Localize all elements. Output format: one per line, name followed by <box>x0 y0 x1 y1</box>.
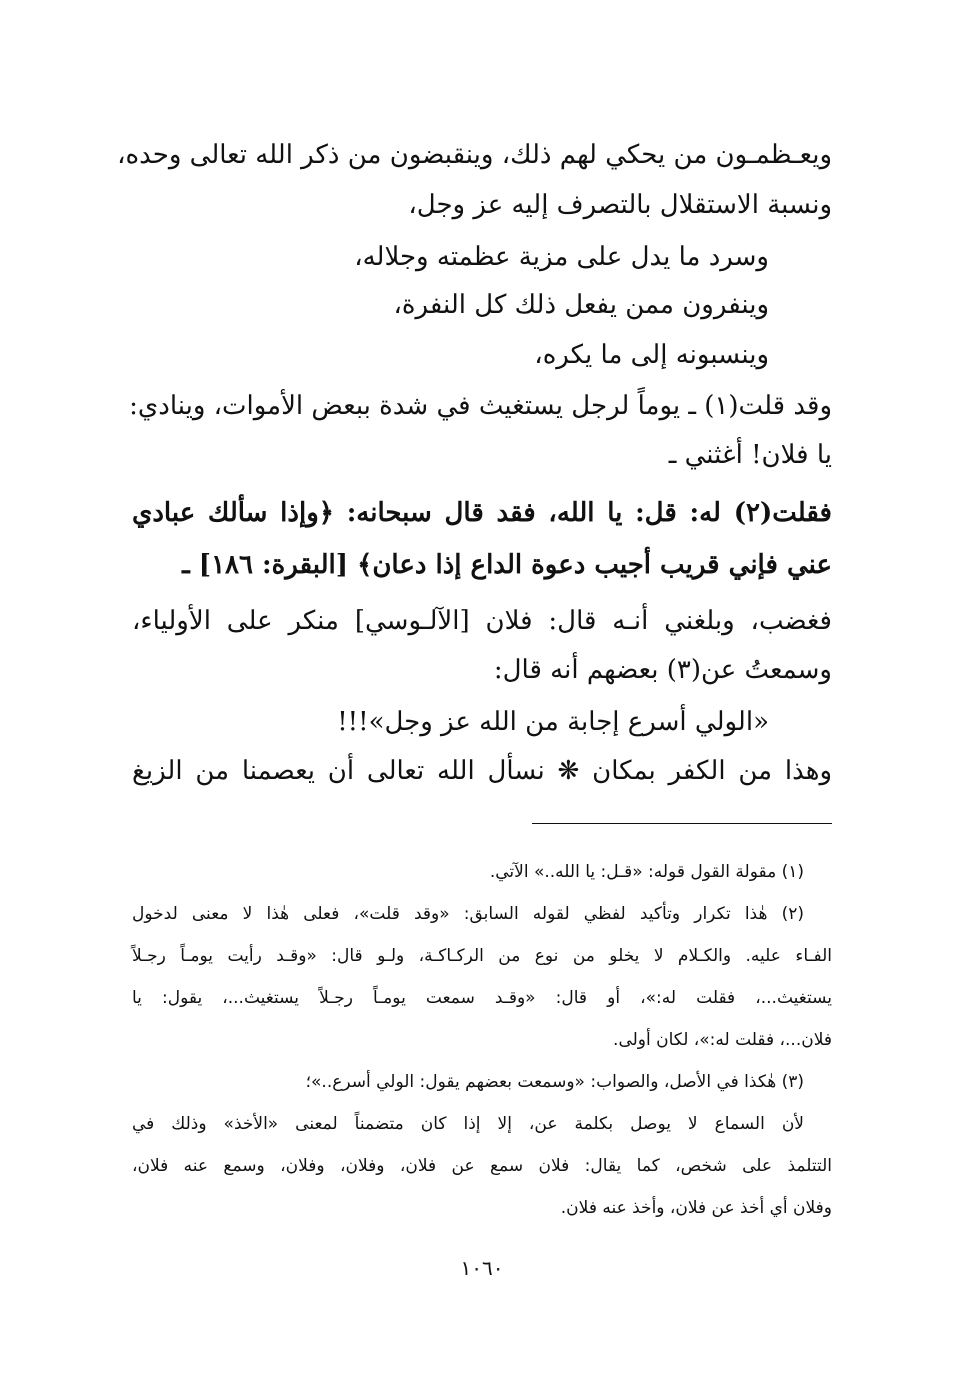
body-line-4: وينفرون ممن يفعل ذلك كل النفرة، <box>393 290 769 320</box>
footnote-2-line-4: فلان...، فقلت له:»، لكان أولى. <box>613 1030 832 1050</box>
body-line-13: وهذا من الكفر بمكان ❋ نسأل الله تعالى أن يعصمنا من الزيغ <box>132 756 832 786</box>
body-line-6: وقد قلت(١) ـ يوماً لرجل يستغيث في شدة ببعض الأموات، وينادي: <box>129 391 832 421</box>
body-line-2: ونسبة الاستقلال بالتصرف إليه عز وجل، <box>408 190 832 220</box>
body-line-5: وينسبونه إلى ما يكره، <box>534 340 769 370</box>
footnote-2-line-1: (٢) هٰذا تكرار وتأكيد لفظي لقوله السابق: «وقد قلت»، فعلى هٰذا لا معنى لدخول <box>132 904 804 924</box>
body-line-8: فقلت(٢) له: قل: يا الله، فقد قال سبحانه: ﴿وإذا سألك عبادي <box>132 498 832 528</box>
footnote-2-line-3: يستغيث...، فقلت له:»، أو قال: «وقـد سمعت يومـاً رجـلاً يستغيث...، يقول: يا <box>132 988 832 1008</box>
footnote-3-line-1: (٣) هٰكذا في الأصل، والصواب: «وسمعت بعضهم يقول: الولي أسرع..»؛ <box>305 1072 804 1092</box>
body-line-12: «الولي أسرع إجابة من الله عز وجل»!!! <box>337 707 769 737</box>
body-line-7: يا فلان! أغثني ـ <box>668 440 832 470</box>
body-line-11: وسمعتُ عن(٣) بعضهم أنه قال: <box>493 655 832 685</box>
footnote-2-line-2: الفـاء عليه. والكـلام لا يخلو من نوع من الركـاكـة، ولـو قال: «وقـد رأيت يومـاً رجـلاً <box>132 946 832 966</box>
body-line-9: عني فإني قريب أجيب دعوة الداع إذا دعان﴾ [البقرة: ١٨٦] ـ <box>182 550 832 580</box>
footnote-1: (١) مقولة القول قوله: «قـل: يا الله..» الآتي. <box>489 862 804 882</box>
footnote-3-line-2: لأن السماع لا يوصل بكلمة عن، إلا إذا كان متضمناً لمعنى «الأخذ» وذلك في <box>132 1114 804 1134</box>
page-number: ١٠٦٠ <box>460 1256 504 1280</box>
body-line-3: وسرد ما يدل على مزية عظمته وجلاله، <box>354 242 769 272</box>
body-line-10: فغضب، وبلغني أنـه قال: فلان [الآلـوسي] منكر على الأولياء، <box>132 606 832 636</box>
body-line-1: ويعـظمـون من يحكي لهم ذلك، وينقبضون من ذكر الله تعالى وحده، <box>117 140 832 170</box>
footnote-3-line-4: وفلان أي أخذ عن فلان، وأخذ عنه فلان. <box>560 1198 832 1218</box>
footnote-separator <box>532 823 832 824</box>
footnote-3-line-3: التتلمذ على شخص، كما يقال: فلان سمع عن فلان، وفلان، وفلان، وسمع عنه فلان، <box>132 1156 832 1176</box>
